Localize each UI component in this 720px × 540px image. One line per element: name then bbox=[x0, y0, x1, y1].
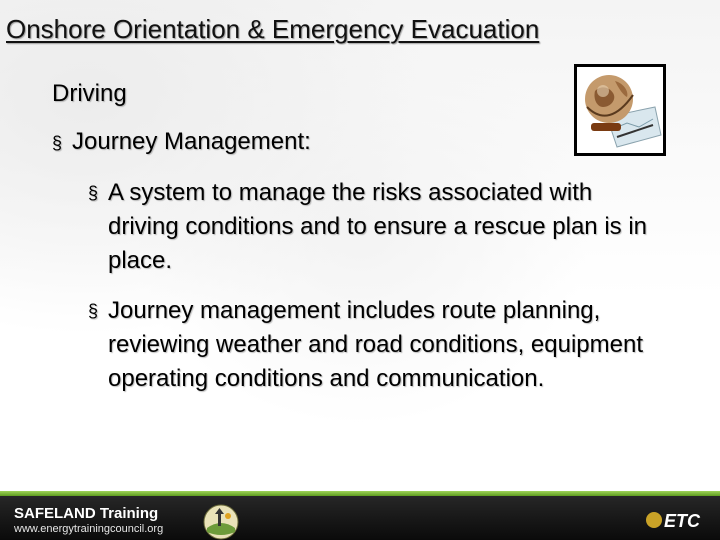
bullet-level2-text: A system to manage the risks associated with driving conditions and to ensure a rescue plan is in place. bbox=[108, 179, 647, 274]
bullet-level2-text: Journey management includes route planning, reviewing weather and road conditions, equipment operating conditions and communication. bbox=[108, 297, 643, 392]
slide-title: Onshore Orientation & Emergency Evacuation bbox=[6, 14, 540, 44]
bullet-level2-item bbox=[88, 294, 668, 396]
bullet-marker: § bbox=[88, 301, 99, 321]
etc-logo-text: ETC bbox=[664, 511, 700, 531]
bullet-marker: § bbox=[52, 133, 63, 153]
globe-and-map-icon bbox=[574, 64, 666, 156]
bullet-level1 bbox=[52, 128, 522, 158]
footer-accent-line bbox=[0, 491, 720, 496]
section-heading: Driving bbox=[52, 80, 127, 107]
round-emblem-icon bbox=[203, 504, 239, 540]
etc-logo bbox=[644, 505, 712, 535]
bullet-level1-text: Journey Management: bbox=[72, 128, 311, 155]
footer-brand: SAFELAND Training bbox=[14, 505, 159, 522]
footer-url: www.energytrainingcouncil.org bbox=[14, 523, 164, 535]
bullet-marker: § bbox=[88, 183, 99, 203]
bullet-level2-item bbox=[88, 176, 668, 278]
